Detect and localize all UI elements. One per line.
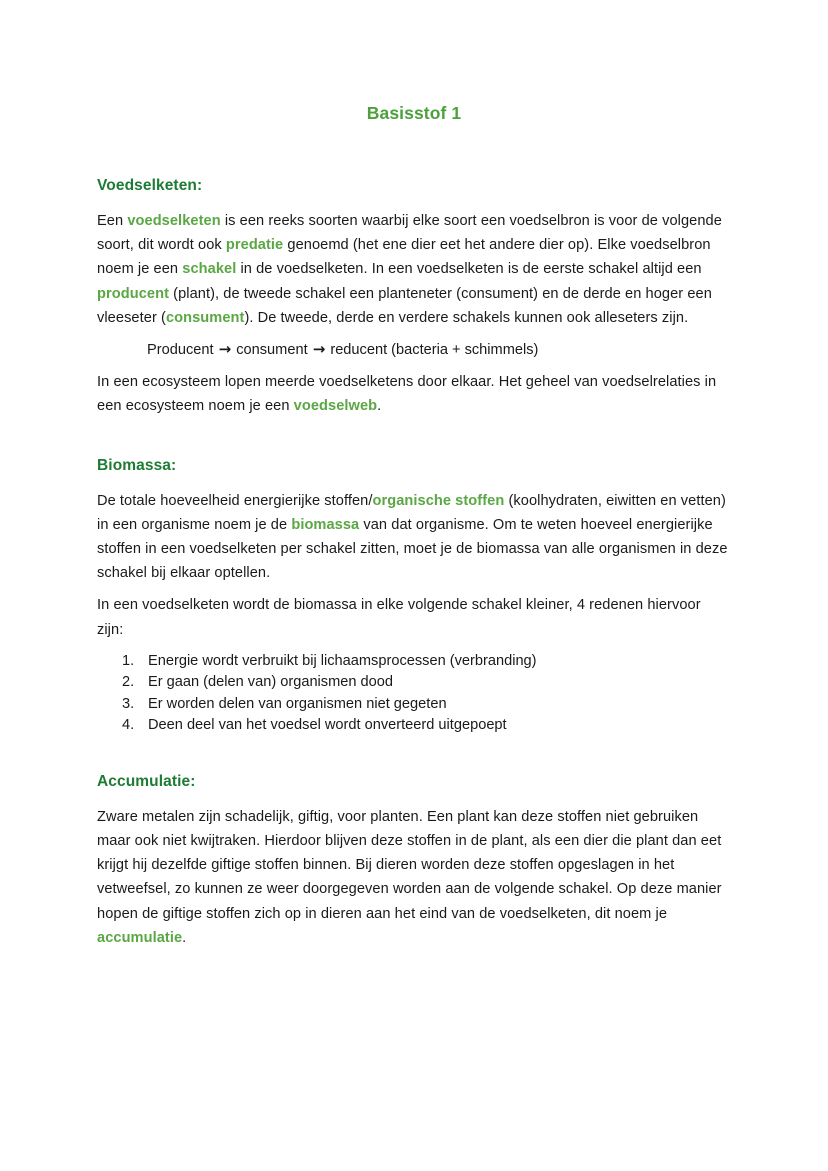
keyword-consument: consument [165, 309, 245, 326]
list-item: Deen deel van het voedsel wordt onverteerd uitgepoept [148, 717, 507, 734]
text-run: In een ecosysteem lopen meerde voedselketens door elkaar. Het geheel van voedselrelaties in een ecosysteem noem je een [97, 374, 717, 415]
text-run: in de voedselketen. In een voedselketen is de eerste schakel altijd een [236, 261, 702, 278]
paragraph-voedselketen-definition [97, 209, 731, 330]
paragraph-voedselweb [97, 370, 731, 418]
chain-item-consument: consument [236, 342, 308, 359]
paragraph-biomassa-redenen-intro: In een voedselketen wordt de biomassa in elke volgende schakel kleiner, 4 redenen hiervoor zijn: [97, 597, 701, 638]
spacer [97, 419, 731, 456]
text-run: . [182, 929, 187, 946]
keyword-predatie: predatie [225, 237, 284, 254]
food-chain-sequence [97, 337, 731, 362]
keyword-schakel: schakel [182, 261, 237, 278]
text-run: van dat organisme. Om te weten hoeveel energierijke stoffen in een voedselketen per schakel zitten, moet je de biomassa van alle organismen in deze schakel bij elkaar optellen. [97, 516, 728, 582]
spacer [97, 792, 731, 805]
text-run: (koolhydraten, eiwitten en vetten) in een organisme noem je de [97, 492, 726, 533]
text-run: ). De tweede, derde en verdere schakels kunnen ook alleseters zijn. [244, 309, 689, 326]
page-title: Basisstof 1 [366, 103, 462, 123]
text-run: Zware metalen zijn schadelijk, giftig, voor planten. Een plant kan deze stoffen niet gebruiken maar ook niet kwijtraken. Hierdoor blijven deze stoffen in de plant, als een dier die plant dan eet krijgt hij dezelfde giftige stoffen binnen. Bij dieren worden deze stoffen opgeslagen in het vetweefsel, zo kunnen ze weer doorgegeven worden aan de volgende schakel. Op deze manier hopen de giftige stoffen zich op in dieren aan het eind van de voedselketen, dit noem je [97, 808, 722, 922]
spacer [97, 585, 731, 593]
keyword-accumulatie: accumulatie [97, 929, 183, 946]
text-run: De totale hoeveelheid energierijke stoffen/ [97, 492, 373, 509]
text-run: (plant), de tweede schakel een planteneter (consument) en de derde en hoger een vleeseter ( [97, 285, 712, 326]
keyword-voedselweb: voedselweb [293, 398, 378, 415]
text-run: is een reeks soorten waarbij elke soort een voedselbron is voor de volgende soort, dit wordt ook [97, 213, 722, 254]
keyword-producent: producent [97, 285, 170, 302]
chain-item-reducent: reducent (bacteria + schimmels) [330, 342, 539, 359]
spacer [97, 737, 731, 772]
spacer [97, 330, 731, 337]
list-item: Er worden delen van organismen niet gegeten [148, 695, 447, 712]
paragraph-biomassa-definition [97, 489, 731, 586]
section-heading-biomassa: Biomassa: [97, 456, 177, 474]
text-run: genoemd (het ene dier eet het andere dier op). Elke voedselbron noem je een [97, 237, 711, 278]
text-run: . [377, 398, 382, 415]
spacer [97, 123, 731, 176]
list-item: Energie wordt verbruikt bij lichaamsprocessen (verbranding) [148, 652, 537, 669]
section-heading-accumulatie: Accumulatie: [97, 772, 196, 790]
spacer [97, 362, 731, 370]
paragraph-accumulatie-definition [97, 805, 731, 950]
section-heading-voedselketen: Voedselketen: [97, 177, 203, 194]
keyword-biomassa: biomassa [291, 516, 360, 533]
spacer [97, 642, 731, 651]
text-run: Een [97, 213, 128, 229]
list-item: Er gaan (delen van) organismen dood [148, 674, 394, 691]
arrow-right-icon: → [218, 340, 232, 359]
keyword-organische-stoffen: organische stoffen [372, 492, 505, 509]
chain-item-producent: Producent [147, 342, 214, 359]
spacer [97, 476, 731, 489]
keyword-voedselketen: voedselketen [127, 213, 221, 229]
reasons-list [97, 651, 731, 737]
spacer [97, 196, 731, 209]
arrow-right-icon: → [312, 340, 326, 359]
